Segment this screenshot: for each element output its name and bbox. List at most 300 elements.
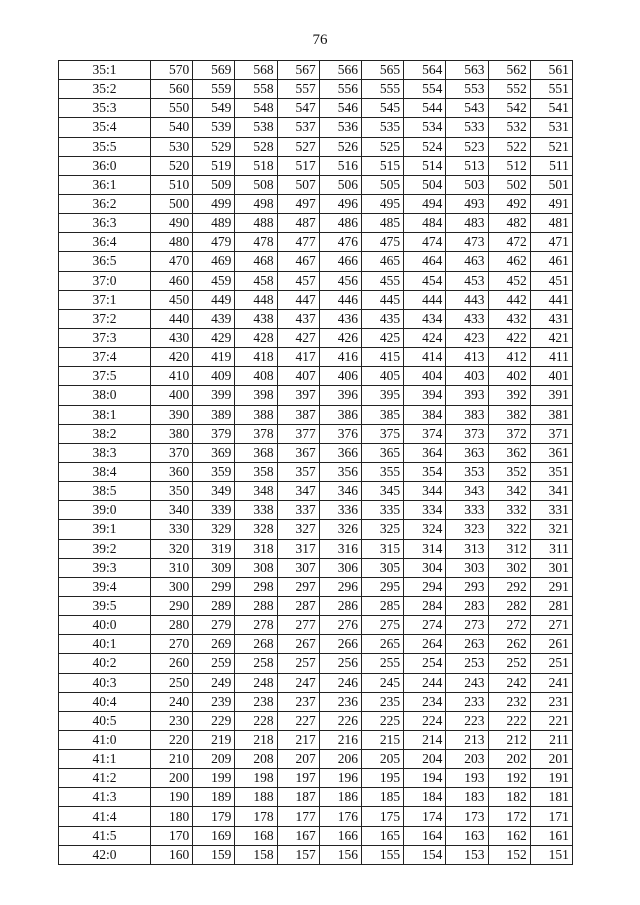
value-cell: 419 — [193, 348, 235, 367]
row-key-cell: 35:4 — [59, 118, 151, 137]
value-cell: 482 — [488, 214, 530, 233]
value-cell: 411 — [530, 348, 572, 367]
value-cell: 445 — [361, 290, 403, 309]
value-cell: 285 — [361, 596, 403, 615]
value-cell: 338 — [235, 501, 277, 520]
value-cell: 443 — [446, 290, 488, 309]
value-cell: 186 — [319, 788, 361, 807]
value-cell: 320 — [151, 539, 193, 558]
value-cell: 470 — [151, 252, 193, 271]
row-key-cell: 40:1 — [59, 635, 151, 654]
value-cell: 232 — [488, 692, 530, 711]
value-cell: 334 — [404, 501, 446, 520]
value-cell: 297 — [277, 577, 319, 596]
value-cell: 350 — [151, 482, 193, 501]
value-cell: 253 — [446, 654, 488, 673]
value-cell: 551 — [530, 80, 572, 99]
value-cell: 471 — [530, 233, 572, 252]
value-cell: 188 — [235, 788, 277, 807]
value-cell: 566 — [319, 61, 361, 80]
value-cell: 296 — [319, 577, 361, 596]
value-cell: 479 — [193, 233, 235, 252]
value-cell: 483 — [446, 214, 488, 233]
value-cell: 293 — [446, 577, 488, 596]
value-cell: 499 — [193, 194, 235, 213]
value-cell: 528 — [235, 137, 277, 156]
row-key-cell: 41:5 — [59, 826, 151, 845]
value-cell: 342 — [488, 482, 530, 501]
value-cell: 174 — [404, 807, 446, 826]
table-row — [59, 233, 573, 252]
value-cell: 517 — [277, 156, 319, 175]
value-cell: 333 — [446, 501, 488, 520]
value-cell: 498 — [235, 194, 277, 213]
value-cell: 213 — [446, 730, 488, 749]
value-cell: 239 — [193, 692, 235, 711]
value-cell: 282 — [488, 596, 530, 615]
table-row — [59, 175, 573, 194]
value-cell: 480 — [151, 233, 193, 252]
value-cell: 336 — [319, 501, 361, 520]
value-cell: 344 — [404, 482, 446, 501]
value-cell: 341 — [530, 482, 572, 501]
value-cell: 356 — [319, 462, 361, 481]
value-cell: 328 — [235, 520, 277, 539]
table-row — [59, 194, 573, 213]
value-cell: 306 — [319, 558, 361, 577]
value-cell: 303 — [446, 558, 488, 577]
row-key-cell: 40:0 — [59, 616, 151, 635]
value-cell: 518 — [235, 156, 277, 175]
value-cell: 207 — [277, 750, 319, 769]
value-cell: 288 — [235, 596, 277, 615]
value-cell: 404 — [404, 367, 446, 386]
value-cell: 538 — [235, 118, 277, 137]
value-cell: 465 — [361, 252, 403, 271]
row-key-cell: 36:3 — [59, 214, 151, 233]
value-cell: 531 — [530, 118, 572, 137]
value-cell: 173 — [446, 807, 488, 826]
value-cell: 209 — [193, 750, 235, 769]
value-cell: 495 — [361, 194, 403, 213]
value-cell: 513 — [446, 156, 488, 175]
value-cell: 317 — [277, 539, 319, 558]
table-row — [59, 290, 573, 309]
value-cell: 189 — [193, 788, 235, 807]
value-cell: 494 — [404, 194, 446, 213]
value-cell: 258 — [235, 654, 277, 673]
value-cell: 424 — [404, 328, 446, 347]
value-cell: 287 — [277, 596, 319, 615]
table-row — [59, 845, 573, 864]
value-cell: 468 — [235, 252, 277, 271]
value-cell: 245 — [361, 673, 403, 692]
value-cell: 284 — [404, 596, 446, 615]
value-cell: 319 — [193, 539, 235, 558]
row-key-cell: 39:1 — [59, 520, 151, 539]
value-cell: 298 — [235, 577, 277, 596]
value-cell: 510 — [151, 175, 193, 194]
row-key-cell: 38:5 — [59, 482, 151, 501]
value-cell: 224 — [404, 711, 446, 730]
value-cell: 548 — [235, 99, 277, 118]
value-cell: 261 — [530, 635, 572, 654]
value-cell: 194 — [404, 769, 446, 788]
row-key-cell: 38:0 — [59, 386, 151, 405]
value-cell: 428 — [235, 328, 277, 347]
value-cell: 431 — [530, 309, 572, 328]
value-cell: 300 — [151, 577, 193, 596]
value-cell: 354 — [404, 462, 446, 481]
value-cell: 355 — [361, 462, 403, 481]
value-cell: 508 — [235, 175, 277, 194]
value-cell: 280 — [151, 616, 193, 635]
value-cell: 390 — [151, 405, 193, 424]
value-cell: 348 — [235, 482, 277, 501]
value-cell: 177 — [277, 807, 319, 826]
value-cell: 155 — [361, 845, 403, 864]
table-row — [59, 118, 573, 137]
value-cell: 351 — [530, 462, 572, 481]
value-cell: 301 — [530, 558, 572, 577]
value-cell: 440 — [151, 309, 193, 328]
value-cell: 179 — [193, 807, 235, 826]
value-cell: 184 — [404, 788, 446, 807]
value-cell: 227 — [277, 711, 319, 730]
table-row — [59, 80, 573, 99]
table-row — [59, 271, 573, 290]
value-cell: 530 — [151, 137, 193, 156]
value-cell: 169 — [193, 826, 235, 845]
value-cell: 208 — [235, 750, 277, 769]
value-cell: 210 — [151, 750, 193, 769]
value-cell: 363 — [446, 443, 488, 462]
value-cell: 464 — [404, 252, 446, 271]
value-cell: 418 — [235, 348, 277, 367]
row-key-cell: 39:0 — [59, 501, 151, 520]
value-cell: 162 — [488, 826, 530, 845]
value-cell: 523 — [446, 137, 488, 156]
value-cell: 408 — [235, 367, 277, 386]
value-cell: 492 — [488, 194, 530, 213]
value-cell: 153 — [446, 845, 488, 864]
value-cell: 252 — [488, 654, 530, 673]
value-cell: 410 — [151, 367, 193, 386]
value-cell: 497 — [277, 194, 319, 213]
value-cell: 378 — [235, 424, 277, 443]
value-cell: 474 — [404, 233, 446, 252]
value-cell: 426 — [319, 328, 361, 347]
value-cell: 384 — [404, 405, 446, 424]
value-cell: 278 — [235, 616, 277, 635]
value-cell: 545 — [361, 99, 403, 118]
row-key-cell: 36:4 — [59, 233, 151, 252]
value-cell: 371 — [530, 424, 572, 443]
value-cell: 318 — [235, 539, 277, 558]
value-cell: 462 — [488, 252, 530, 271]
value-cell: 324 — [404, 520, 446, 539]
value-cell: 182 — [488, 788, 530, 807]
value-cell: 313 — [446, 539, 488, 558]
value-cell: 460 — [151, 271, 193, 290]
value-cell: 277 — [277, 616, 319, 635]
value-cell: 409 — [193, 367, 235, 386]
value-cell: 473 — [446, 233, 488, 252]
value-cell: 382 — [488, 405, 530, 424]
value-cell: 501 — [530, 175, 572, 194]
value-cell: 507 — [277, 175, 319, 194]
value-cell: 364 — [404, 443, 446, 462]
table-row — [59, 788, 573, 807]
value-cell: 540 — [151, 118, 193, 137]
value-cell: 326 — [319, 520, 361, 539]
value-cell: 375 — [361, 424, 403, 443]
value-cell: 221 — [530, 711, 572, 730]
value-cell: 381 — [530, 405, 572, 424]
value-cell: 337 — [277, 501, 319, 520]
value-cell: 376 — [319, 424, 361, 443]
value-cell: 216 — [319, 730, 361, 749]
value-cell: 275 — [361, 616, 403, 635]
value-cell: 475 — [361, 233, 403, 252]
table-row — [59, 730, 573, 749]
value-cell: 405 — [361, 367, 403, 386]
row-key-cell: 40:4 — [59, 692, 151, 711]
table-row — [59, 482, 573, 501]
value-cell: 160 — [151, 845, 193, 864]
value-cell: 291 — [530, 577, 572, 596]
value-cell: 527 — [277, 137, 319, 156]
value-cell: 557 — [277, 80, 319, 99]
table-row — [59, 807, 573, 826]
value-cell: 157 — [277, 845, 319, 864]
row-key-cell: 41:4 — [59, 807, 151, 826]
value-cell: 349 — [193, 482, 235, 501]
row-key-cell: 41:0 — [59, 730, 151, 749]
value-cell: 292 — [488, 577, 530, 596]
row-key-cell: 36:5 — [59, 252, 151, 271]
value-cell: 367 — [277, 443, 319, 462]
row-key-cell: 40:2 — [59, 654, 151, 673]
table-row — [59, 348, 573, 367]
value-cell: 231 — [530, 692, 572, 711]
value-cell: 448 — [235, 290, 277, 309]
value-cell: 469 — [193, 252, 235, 271]
table-row — [59, 405, 573, 424]
table-row — [59, 692, 573, 711]
value-cell: 321 — [530, 520, 572, 539]
value-cell: 369 — [193, 443, 235, 462]
value-cell: 477 — [277, 233, 319, 252]
value-cell: 395 — [361, 386, 403, 405]
value-cell: 564 — [404, 61, 446, 80]
value-cell: 229 — [193, 711, 235, 730]
table-row — [59, 309, 573, 328]
value-cell: 429 — [193, 328, 235, 347]
value-cell: 283 — [446, 596, 488, 615]
table-row — [59, 654, 573, 673]
value-cell: 567 — [277, 61, 319, 80]
value-cell: 166 — [319, 826, 361, 845]
value-cell: 380 — [151, 424, 193, 443]
value-cell: 237 — [277, 692, 319, 711]
row-key-cell: 35:1 — [59, 61, 151, 80]
row-key-cell: 35:3 — [59, 99, 151, 118]
value-cell: 362 — [488, 443, 530, 462]
value-cell: 365 — [361, 443, 403, 462]
value-cell: 294 — [404, 577, 446, 596]
value-cell: 415 — [361, 348, 403, 367]
value-cell: 539 — [193, 118, 235, 137]
table-row — [59, 520, 573, 539]
value-cell: 260 — [151, 654, 193, 673]
value-cell: 392 — [488, 386, 530, 405]
value-cell: 430 — [151, 328, 193, 347]
value-cell: 331 — [530, 501, 572, 520]
row-key-cell: 38:1 — [59, 405, 151, 424]
value-cell: 562 — [488, 61, 530, 80]
value-cell: 206 — [319, 750, 361, 769]
value-cell: 387 — [277, 405, 319, 424]
value-cell: 242 — [488, 673, 530, 692]
value-cell: 322 — [488, 520, 530, 539]
value-cell: 180 — [151, 807, 193, 826]
value-cell: 159 — [193, 845, 235, 864]
value-cell: 543 — [446, 99, 488, 118]
value-cell: 265 — [361, 635, 403, 654]
value-cell: 316 — [319, 539, 361, 558]
value-cell: 549 — [193, 99, 235, 118]
value-cell: 391 — [530, 386, 572, 405]
value-cell: 476 — [319, 233, 361, 252]
value-cell: 251 — [530, 654, 572, 673]
value-cell: 310 — [151, 558, 193, 577]
value-cell: 254 — [404, 654, 446, 673]
value-cell: 195 — [361, 769, 403, 788]
table-row — [59, 501, 573, 520]
value-cell: 241 — [530, 673, 572, 692]
value-cell: 346 — [319, 482, 361, 501]
value-cell: 203 — [446, 750, 488, 769]
table-row — [59, 635, 573, 654]
value-cell: 201 — [530, 750, 572, 769]
value-cell: 281 — [530, 596, 572, 615]
value-cell: 488 — [235, 214, 277, 233]
table-row — [59, 252, 573, 271]
table-row — [59, 558, 573, 577]
value-cell: 481 — [530, 214, 572, 233]
value-cell: 215 — [361, 730, 403, 749]
value-cell: 220 — [151, 730, 193, 749]
value-cell: 489 — [193, 214, 235, 233]
value-cell: 279 — [193, 616, 235, 635]
value-cell: 181 — [530, 788, 572, 807]
value-cell: 374 — [404, 424, 446, 443]
value-cell: 444 — [404, 290, 446, 309]
value-cell: 266 — [319, 635, 361, 654]
value-cell: 514 — [404, 156, 446, 175]
value-cell: 520 — [151, 156, 193, 175]
value-cell: 446 — [319, 290, 361, 309]
value-cell: 450 — [151, 290, 193, 309]
value-cell: 163 — [446, 826, 488, 845]
value-cell: 309 — [193, 558, 235, 577]
value-cell: 247 — [277, 673, 319, 692]
value-cell: 461 — [530, 252, 572, 271]
value-cell: 198 — [235, 769, 277, 788]
value-cell: 332 — [488, 501, 530, 520]
value-cell: 529 — [193, 137, 235, 156]
value-cell: 204 — [404, 750, 446, 769]
value-cell: 299 — [193, 577, 235, 596]
value-cell: 393 — [446, 386, 488, 405]
value-cell: 236 — [319, 692, 361, 711]
value-cell: 165 — [361, 826, 403, 845]
value-cell: 420 — [151, 348, 193, 367]
row-key-cell: 42:0 — [59, 845, 151, 864]
value-cell: 167 — [277, 826, 319, 845]
table-row — [59, 539, 573, 558]
value-cell: 435 — [361, 309, 403, 328]
table-row — [59, 137, 573, 156]
value-cell: 259 — [193, 654, 235, 673]
value-cell: 205 — [361, 750, 403, 769]
row-key-cell: 41:3 — [59, 788, 151, 807]
value-cell: 542 — [488, 99, 530, 118]
value-cell: 171 — [530, 807, 572, 826]
value-cell: 569 — [193, 61, 235, 80]
row-key-cell: 37:4 — [59, 348, 151, 367]
value-cell: 402 — [488, 367, 530, 386]
value-cell: 197 — [277, 769, 319, 788]
value-cell: 452 — [488, 271, 530, 290]
value-cell: 339 — [193, 501, 235, 520]
table-row — [59, 711, 573, 730]
value-cell: 396 — [319, 386, 361, 405]
value-cell: 273 — [446, 616, 488, 635]
value-cell: 233 — [446, 692, 488, 711]
value-cell: 202 — [488, 750, 530, 769]
value-cell: 534 — [404, 118, 446, 137]
value-cell: 360 — [151, 462, 193, 481]
value-cell: 307 — [277, 558, 319, 577]
value-cell: 505 — [361, 175, 403, 194]
value-cell: 257 — [277, 654, 319, 673]
value-cell: 383 — [446, 405, 488, 424]
value-cell: 250 — [151, 673, 193, 692]
value-cell: 345 — [361, 482, 403, 501]
value-cell: 268 — [235, 635, 277, 654]
value-cell: 228 — [235, 711, 277, 730]
value-cell: 340 — [151, 501, 193, 520]
value-cell: 565 — [361, 61, 403, 80]
row-key-cell: 41:1 — [59, 750, 151, 769]
table-row — [59, 750, 573, 769]
value-cell: 323 — [446, 520, 488, 539]
value-cell: 219 — [193, 730, 235, 749]
value-cell: 222 — [488, 711, 530, 730]
value-cell: 423 — [446, 328, 488, 347]
value-cell: 370 — [151, 443, 193, 462]
value-cell: 325 — [361, 520, 403, 539]
value-cell: 234 — [404, 692, 446, 711]
value-cell: 568 — [235, 61, 277, 80]
value-cell: 560 — [151, 80, 193, 99]
value-cell: 516 — [319, 156, 361, 175]
row-key-cell: 37:3 — [59, 328, 151, 347]
value-cell: 502 — [488, 175, 530, 194]
value-cell: 368 — [235, 443, 277, 462]
